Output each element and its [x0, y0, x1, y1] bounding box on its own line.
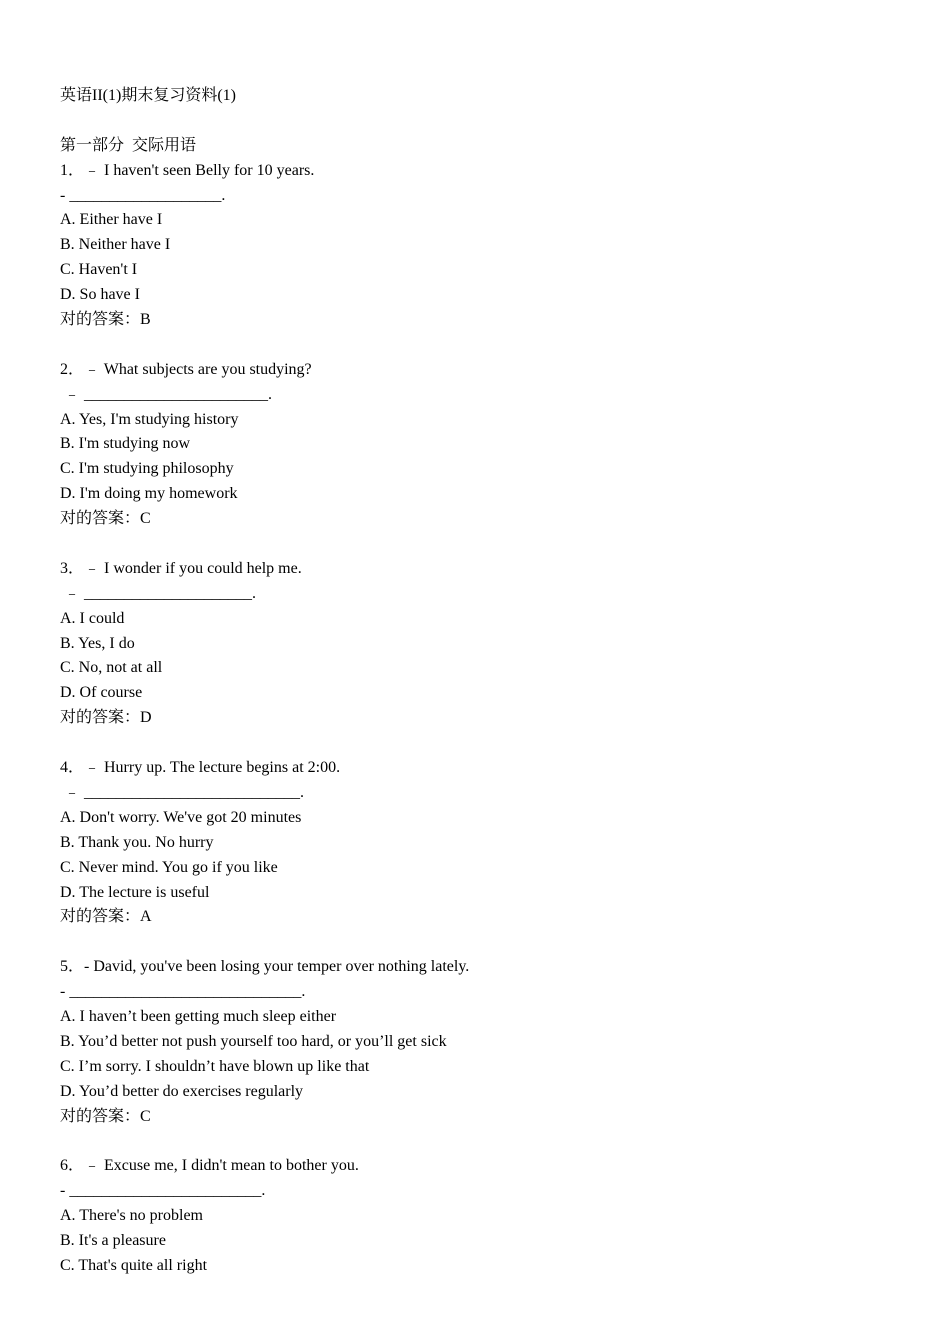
- answer-blank: ﹣ _______________________.: [60, 385, 273, 403]
- spacer: [60, 930, 900, 955]
- question-stem: 3．﹣ I wonder if you could help me.: [60, 559, 302, 577]
- answer-blank: - ___________________.: [60, 186, 226, 204]
- option-c: C. I’m sorry. I shouldn’t have blown up like that: [60, 1057, 370, 1075]
- option-d: D. The lecture is useful: [60, 883, 210, 901]
- correct-answer: 对的答案：A: [60, 908, 152, 926]
- question-stem: 5．- David, you've been losing your temper over nothing lately.: [60, 958, 470, 976]
- document-page: [60, 84, 900, 1279]
- option-c: C. Haven't I: [60, 261, 138, 279]
- option-a: A. I could: [60, 609, 125, 627]
- spacer: [60, 532, 900, 557]
- spacer: [60, 109, 900, 134]
- question-stem: 2．﹣ What subjects are you studying?: [60, 360, 312, 378]
- question-6: [60, 1154, 900, 1278]
- option-a: A. Either have I: [60, 211, 163, 229]
- option-c: C. Never mind. You go if you like: [60, 858, 278, 876]
- option-a: A. I haven’t been getting much sleep either: [60, 1007, 337, 1025]
- option-b: B. It's a pleasure: [60, 1231, 166, 1249]
- spacer: [60, 333, 900, 358]
- option-b: B. Neither have I: [60, 236, 171, 254]
- option-b: B. You’d better not push yourself too hard, or you’ll get sick: [60, 1032, 447, 1050]
- option-b: B. Yes, I do: [60, 634, 135, 652]
- question-5: [60, 955, 900, 1129]
- correct-answer: 对的答案：B: [60, 311, 151, 329]
- document-title: 英语II(1)期末复习资料(1): [60, 87, 236, 104]
- option-c: C. That's quite all right: [60, 1256, 208, 1274]
- option-b: B. I'm studying now: [60, 435, 190, 453]
- question-1: [60, 159, 900, 333]
- answer-blank: - ________________________.: [60, 1182, 266, 1200]
- question-stem: 4．﹣ Hurry up. The lecture begins at 2:00.: [60, 759, 341, 777]
- answer-blank: - _____________________________.: [60, 983, 306, 1001]
- option-a: A. Don't worry. We've got 20 minutes: [60, 808, 302, 826]
- option-d: D. I'm doing my homework: [60, 485, 238, 503]
- spacer: [60, 1129, 900, 1154]
- spacer: [60, 731, 900, 756]
- question-4: [60, 756, 900, 930]
- answer-blank: ﹣ ___________________________.: [60, 783, 305, 801]
- option-b: B. Thank you. No hurry: [60, 833, 214, 851]
- question-stem: 1．﹣ I haven't seen Belly for 10 years.: [60, 161, 315, 179]
- option-d: D. Of course: [60, 684, 143, 702]
- question-stem: 6．﹣ Excuse me, I didn't mean to bother you.: [60, 1157, 359, 1175]
- option-d: D. So have I: [60, 286, 140, 304]
- option-c: C. No, not at all: [60, 659, 163, 677]
- question-3: [60, 557, 900, 731]
- section-title: 第一部分 交际用语: [60, 136, 197, 154]
- correct-answer: 对的答案：C: [60, 1107, 151, 1125]
- option-d: D. You’d better do exercises regularly: [60, 1082, 304, 1100]
- question-2: [60, 358, 900, 532]
- answer-blank: ﹣ _____________________.: [60, 584, 257, 602]
- option-a: A. Yes, I'm studying history: [60, 410, 239, 428]
- option-a: A. There's no problem: [60, 1207, 203, 1225]
- correct-answer: 对的答案：D: [60, 709, 152, 727]
- option-c: C. I'm studying philosophy: [60, 460, 234, 478]
- correct-answer: 对的答案：C: [60, 510, 151, 528]
